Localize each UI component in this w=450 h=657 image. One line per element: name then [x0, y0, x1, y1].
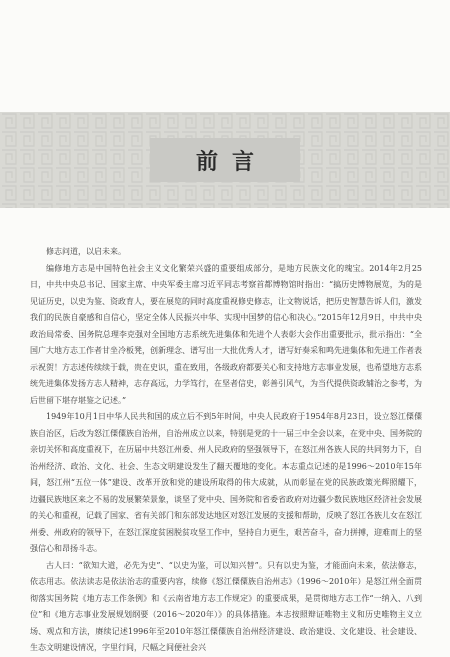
title-plate — [150, 138, 300, 182]
top-margin — [0, 0, 450, 110]
page-title: 前言 — [195, 148, 268, 175]
paragraph-3: 1949年10月1日中华人民共和国的成立后不到5年时间，中央人民政府于1954年8月23日，设立怒江傈僳族自治区，后改为怒江傈僳族自治州，自治州成立以来，特别是党的十一届三中全会以来，在党中央、国务院的亲切关怀和高度重视下，在历届中共怒江州委、州人民政府的坚强领导下，在怒江州各族人民的共同努力下，自治州经济、政治、文化、社会、生态文明建设发生了翻天覆地的变化。本志重点记述的是1996～2010年15年间，怒江州“五位一体”建设、改革开放和党的建设所取得的伟大成就，从而彰显在党的民族政策光辉照耀下，边疆民族地区来之不易的发展繁荣景象，谈坚了党中央、国务院和省委省政府对边疆少数民族地区经济社会发展的关心和重视，记载了国家、省有关部门和东部发达地区对怒江发展的支援和帮助，反映了怒江各族儿女在怒江州委、州政府的领导下，在怒江深度贫困脱贫攻坚工作中，坚持自力更生，艰苦奋斗，奋力拼搏，迎难而上的坚强信心和昂扬斗志。 — [30, 412, 422, 553]
title-banner — [0, 112, 450, 208]
paragraph-1: 修志问道，以启未来。 — [46, 247, 126, 256]
paragraph-4: 古人曰：“欲知大道，必先为史”、“以史为鉴，可以知兴替”。只有以史为鉴，才能面向未来，依法修志，依志用志。依法读志是依法治志的重要内容，续修《怒江傈僳族自治州志》（1996～2010年）是怒江州全面贯彻落实国务院《地方志工作条例》和《云南省地方志工作规定》的重要成果，是贯彻地方志工作“一纳入、八到位”和《地方志事业发展规划纲要（2016～2020年）》的具体措施。本志按照辩证唯物主义和历史唯物主义立场、观点和方法，赓续记述1996年至2010年怒江傈僳族自治州经济建设、政治建设、文化建设、社会建设、生态文明建设情况，字里行间，尺幅之间便社会兴 — [30, 560, 422, 652]
preface-body — [30, 244, 422, 652]
paragraph-2: 编修地方志是中国特色社会主义文化繁荣兴盛的重要组成部分，是地方民族文化的瑰宝。2014年2月25日，中共中央总书记、国家主席、中央军委主席习近平同志考察首都博物馆时指出：“搞历史博物展览，为的是见证历史，以史为鉴、资政育人，要在展览的同时高度重视修史修志，让文物说话，把历史智慧告诉人们，激发我们的民族自豪感和自信心，坚定全体人民振兴中华、实现中国梦的信心和决心。”2015年12月9日，中共中央政治局常委、国务院总理李克强对全国地方志系统先进集体和先进个人表彰大会作出重要批示，批示指出：“全国广大地方志工作者甘坐冷板凳，创新理念、谱写出一大批优秀人才，谱写好奏采和鸣先进集体和先进工作者表示祝贺！方志述传续续于载，贵在史识，重在致用，各级政府都要关心和支持地方志事业发展，也希望地方志系统先进集体发扬方志人精神，志存高远，力学笃行，在坚者信史，彰善引风气，为当代提供资政辅治之参考，为后世留下堪存堪鉴之记述。” — [30, 263, 422, 405]
